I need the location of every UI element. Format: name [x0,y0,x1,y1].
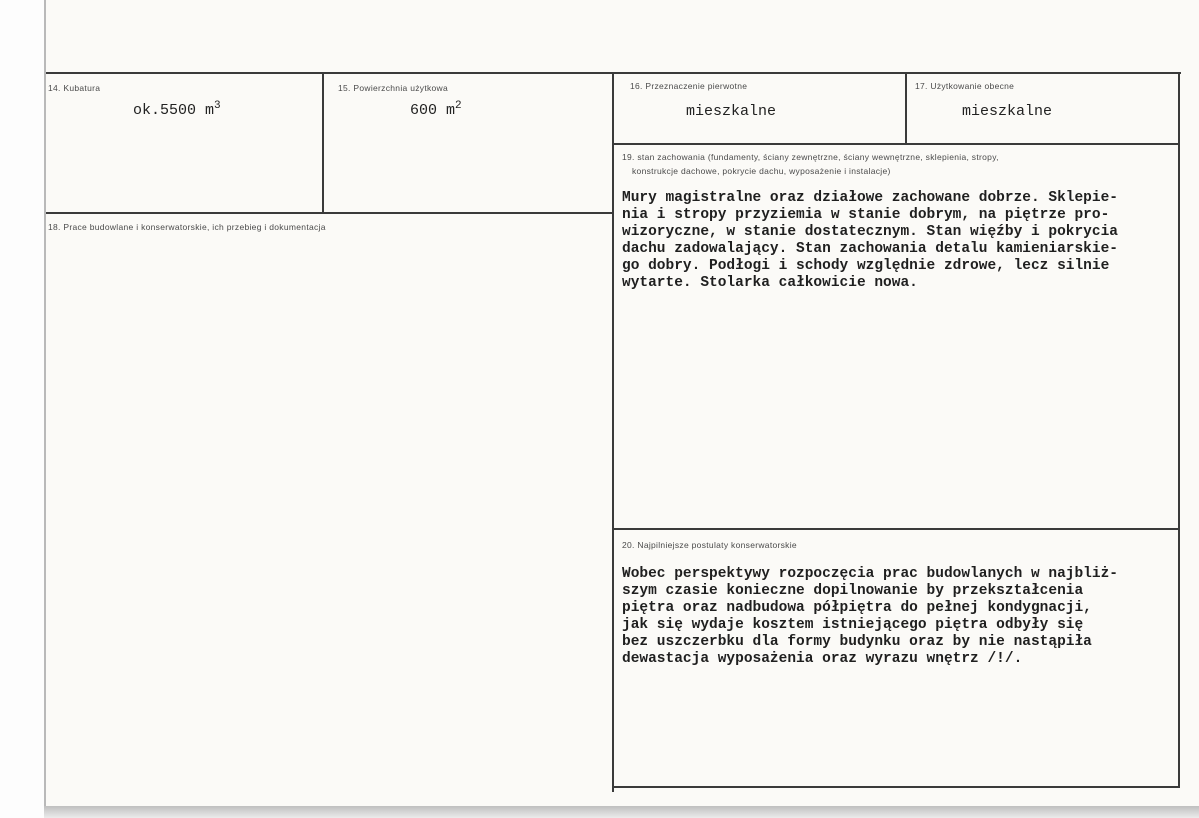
field-15-label: 15. Powierzchnia użytkowa [338,83,449,93]
field-15-value [410,100,462,119]
field-17-value: mieszkalne [962,103,1053,120]
field-20-line: piętra oraz nadbudowa półpiętra do pełnej kondygnacji, [622,600,1092,616]
field-19-line: wytarte. Stolarka całkowicie nowa. [622,275,918,291]
bottom-rule [614,786,1180,788]
field-20-label: 20. Najpilniejsze postulaty konserwatorskie [622,540,797,550]
divider-main [612,74,614,792]
field-20-line: dewastacja wyposażenia oraz wyrazu wnętrz /!/. [622,651,1023,667]
field-19-line: wizoryczne, w stanie dostatecznym. Stan więźby i pokrycia [622,224,1118,240]
right-rule [1178,74,1180,788]
field-20-text [622,566,1118,668]
field-14-unit-exponent: 3 [214,100,221,112]
card-edge-shadow [44,806,1199,818]
field-14-label: 14. Kubatura [48,83,101,93]
field-20-line: jak się wydaje kosztem istniejącego piętra odbyły się [622,617,1084,633]
field-15-unit-exponent: 2 [455,100,462,112]
field-16-label: 16. Przeznaczenie pierwotne [630,81,748,91]
field-19-line: dachu zadowalający. Stan zachowania detalu kamieniarskie- [622,241,1118,257]
rule-below-19 [614,528,1180,530]
field-20-line: szym czasie konieczne dopilnowanie by przekształcenia [622,583,1084,599]
field-14-value [133,100,221,119]
field-19-line: go dobry. Podłogi i schody względnie zdrowe, lecz silnie [622,258,1110,274]
field-19-line: nia i stropy przyziemia w stanie dobrym, na piętrze pro- [622,207,1110,223]
field-19-text [622,190,1118,292]
field-19-line: Mury magistralne oraz działowe zachowane dobrze. Sklepie- [622,190,1118,206]
record-card [44,0,1199,812]
field-19-label-line2: konstrukcje dachowe, pokrycie dachu, wyposażenie i instalacje) [632,166,891,176]
divider-14-15 [322,74,324,214]
rule-below-16-17 [614,143,1180,145]
divider-16-17 [905,74,907,144]
rule-below-14-15 [46,212,614,214]
field-20-line: bez uszczerbku dla formy budynku oraz by nie nastąpiła [622,634,1092,650]
field-17-label: 17. Użytkowanie obecne [915,81,1015,91]
field-14-value-text: ok.5500 m [133,102,215,119]
field-15-value-text: 600 m [410,102,456,119]
field-18-label: 18. Prace budowlane i konserwatorskie, ich przebieg i dokumentacja [48,222,326,232]
field-19-label-line1: 19. stan zachowania (fundamenty, ściany zewnętrzne, ściany wewnętrzne, sklepienia, stropy, [622,152,999,162]
field-20-line: Wobec perspektywy rozpoczęcia prac budowlanych w najbliż- [622,566,1118,582]
field-16-value: mieszkalne [686,103,777,120]
